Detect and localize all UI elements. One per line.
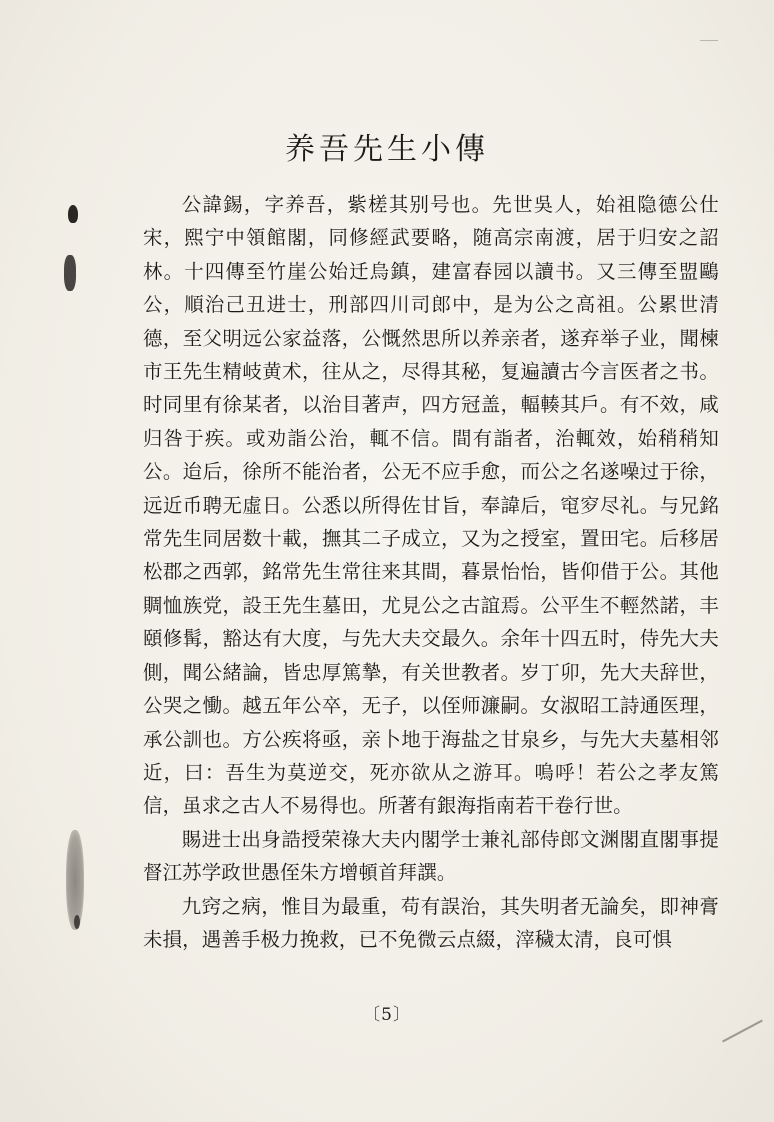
page-number: 〔5〕 <box>363 1005 411 1025</box>
paragraph-biography: 公諱錫，字养吾，紫槎其别号也。先世吳人，始祖隐德公仕宋，熙宁中領館閣，同修經武要略，随高宗南渡，居于归安之詔林。十四傳至竹崖公始迁烏鎮，建富春园以讀书。又三傳至盟鷗公，順治己丑进士，刑部四川司郎中，是为公之高祖。公累世清德，至父明远公家益落，公慨然思所以养亲者，遂弃举子业，聞楝市王先生精岐黄术，往从之，尽得其秘，复遍讀古今言医者之书。时同里有徐某者，以治目著声，四方冠盖，輻輳其戶。有不效，咸归咎于疾。或劝詣公治，輒不信。間有詣者，治輒效，始稍稍知公。迨后，徐所不能治者，公无不应手愈，而公之名遂噪过于徐，远近币聘无虛日。公悉以所得佐甘旨，奉諱后，窀穸尽礼。与兄銘常先生同居数十載，撫其二子成立，又为之授室，置田宅。后移居松郡之西郭，銘常先生常往来其間，暮景怡怡，皆仰借于公。其他賙恤族党，設王先生墓田，尤見公之古誼焉。公平生不輕然諾，丰頤修髯，豁达有大度，与先大夫交最久。余年十四五时，侍先大夫側，聞公緒論，皆忠厚篤摯，有关世教者。岁丁卯，先大夫辞世，公哭之慟。越五年公卒，无子，以侄师濂嗣。女淑昭工詩通医理，承公訓也。方公疾将亟，亲卜地于海盐之甘泉乡，与先大夫墓相邻近，曰：吾生为莫逆交，死亦欲从之游耳。嗚呼！若公之孝友篤信，虽求之古人不易得也。所著有銀海指南若干卷行世。 <box>143 193 719 818</box>
ink-blot-mark <box>74 915 80 929</box>
paragraph-signature: 賜进士出身誥授荣祿大夫内閣学士兼礼部侍郎文渊閣直閣事提督江苏学政世愚侄朱方增頓首拜譔。 <box>143 827 719 885</box>
body-text <box>143 188 719 956</box>
paper-scuff <box>700 40 718 41</box>
ink-blot-mark <box>68 205 78 223</box>
page-title: 养吾先生小傳 <box>285 132 489 167</box>
ink-blot-mark <box>64 255 76 291</box>
paragraph-preface-start: 九窍之病，惟目为最重，苟有誤治，其失明者无論矣，即神膏未損，遇善手极力挽救，已不免微云点綴，滓穢太清，良可惧 <box>143 894 719 951</box>
